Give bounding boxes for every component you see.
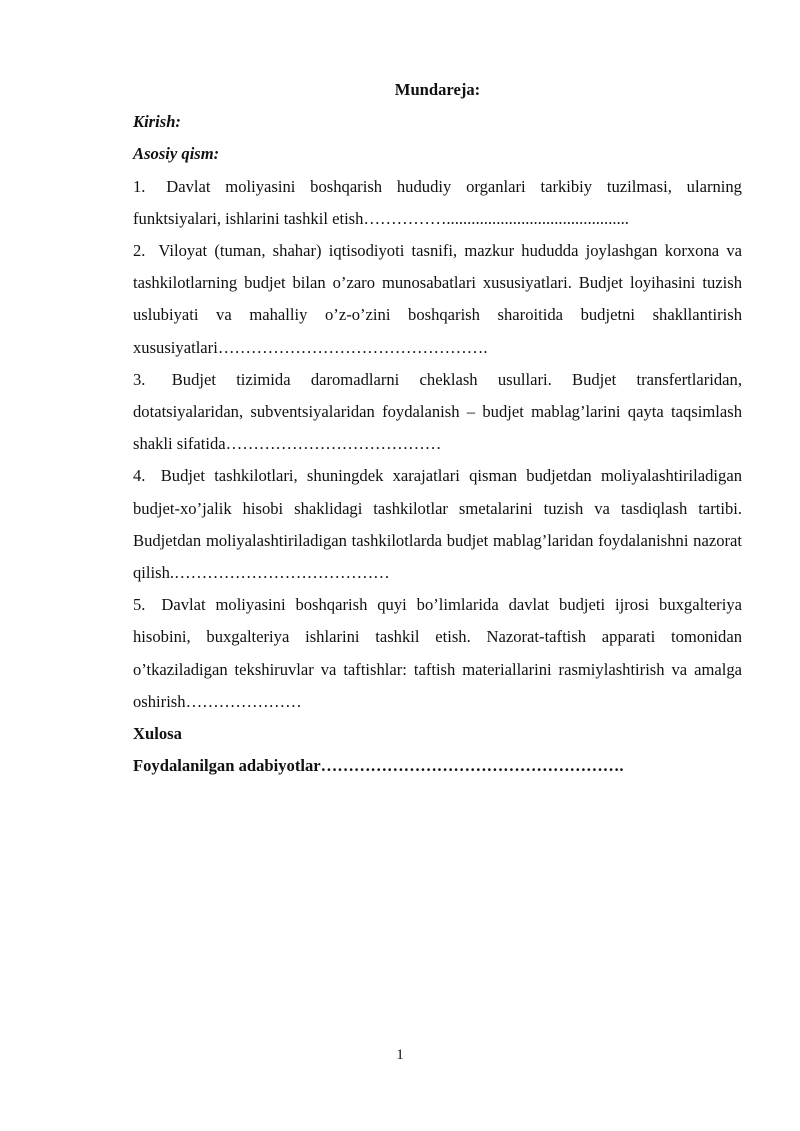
references-entry (133, 750, 742, 782)
toc-entry-number: 3. (133, 369, 146, 389)
toc-entry-leader: …………………………………………. (217, 337, 488, 357)
toc-entry-leader: ………………………………… (225, 434, 442, 454)
toc-entry-text: Budjet tashkilotlari, shuningdek xarajatlari qisman budjetdan moliyalashtiriladigan budjet-xo’jalik hisobi shaklidagi tashkilotlar smetalarini tuzish va tasdiqlash tartibi. Budjetdan moliyalashtiriladigan tashkilotlarda budjet mablag’laridan foydalanishni nazorat qilish. (133, 466, 742, 583)
toc-entry-leader: ………………………………… (174, 563, 390, 583)
toc-entry-text: Davlat moliyasini boshqarish quyi bo’limlarida davlat budjeti ijrosi buxgalteriya hisobini, buxgalteriya ishlarini tashkil etish. Nazorat-taftish apparati tomonidan o’tkaziladigan tekshiruvlar va taftishlar: taftish materiallarini rasmiylashtirish va amalga oshirish (133, 595, 742, 711)
conclusion-heading: Xulosa (133, 724, 182, 744)
toc-entry-number: 2. (133, 241, 146, 261)
references-heading: Foydalanilgan adabiyotlar (133, 756, 321, 776)
toc-entry-text: Viloyat (tuman, shahar) iqtisodiyoti tasnifi, mazkur hududda joylashgan korxona va tashkilotlarning budjet bilan o’zaro munosabatlari xususiyatlari. Budjet loyihasini tuzish uslubiyati va mahalliy o’z-o’zini boshqarish sharoitida budjetni shakllantirish xususiyatlari (133, 241, 742, 357)
toc-entry-5 (133, 589, 742, 718)
toc-entry-1 (133, 171, 742, 235)
toc-entry-leader: ………………… (185, 691, 302, 711)
toc-entry-number: 1. (133, 176, 146, 196)
toc-entry-2 (133, 235, 742, 364)
table-of-contents (133, 74, 742, 782)
toc-entry-leader: ……………............................................ (363, 208, 629, 228)
page-number: 1 (396, 1047, 404, 1063)
toc-title: Mundareja: (394, 80, 481, 99)
intro-label: Kirish: (133, 112, 181, 132)
references-leader: ………………………………………………. (320, 756, 624, 776)
toc-entry-text: Davlat moliyasini boshqarish hududiy organlari tarkibiy tuzilmasi, ularning funktsiyalari, ishlarini tashkil etish (133, 176, 742, 228)
toc-entry-number: 5. (133, 595, 146, 615)
toc-entry-number: 4. (133, 466, 146, 486)
main-part-label: Asosiy qism: (133, 144, 220, 164)
toc-entry-4 (133, 460, 742, 589)
toc-entry-text: Budjet tizimida daromadlarni cheklash usullari. Budjet transfertlaridan, dotatsiyalaridan, subventsiyalaridan foydalanish – budjet mablag’larini qayta taqsimlash shakli sifatida (133, 369, 742, 454)
toc-entry-3 (133, 364, 742, 461)
